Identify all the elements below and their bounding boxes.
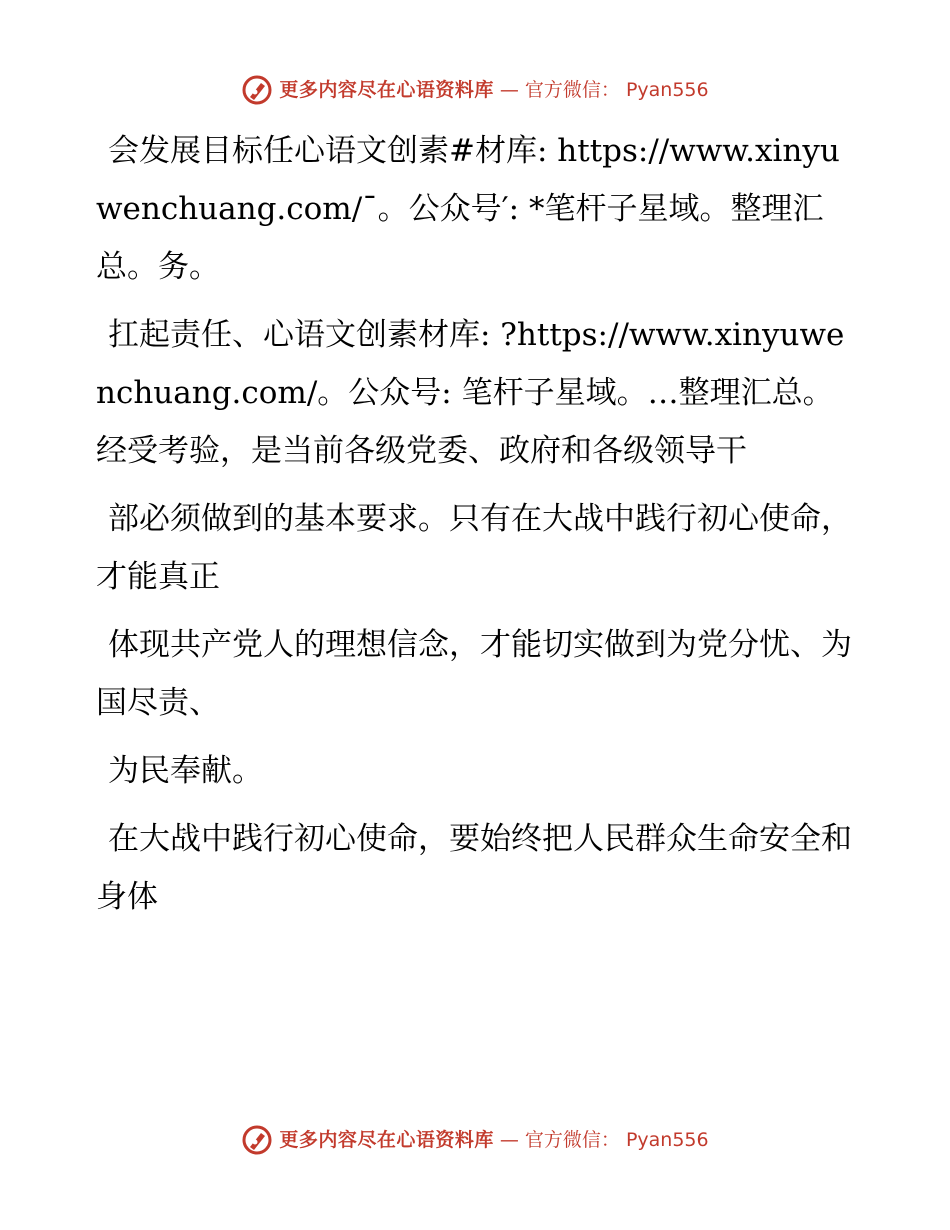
paragraph-text: 扛起责任、心语文创素材库: ?https://www.xinyuwenchuang.com/。公众号: 笔杆子星域。…整理汇总。经受考验，是当前各级党委、政府和各级领导干	[96, 317, 845, 469]
paragraph-text: 在大战中践行初心使命，要始终把人民群众生命安全和身体	[96, 821, 852, 915]
pen-circle-logo-icon	[241, 74, 273, 106]
pen-circle-logo-icon	[241, 1124, 273, 1156]
banner-text: 更多内容尽在心语资料库	[279, 78, 494, 101]
banner-wechat-id: Pyan556	[625, 78, 709, 101]
paragraph-text: 为民奉献。	[108, 753, 263, 789]
paragraph-text: 体现共产党人的理想信念，才能切实做到为党分忧、为国尽责、	[96, 627, 852, 721]
banner-text: 更多内容尽在心语资料库	[279, 1128, 494, 1151]
paragraph	[96, 490, 856, 606]
footer-banner-inner	[241, 1124, 708, 1156]
banner-wechat-id: Pyan556	[625, 1128, 709, 1151]
paragraph	[96, 742, 856, 800]
paragraph	[96, 306, 856, 480]
banner-dash: —	[499, 1128, 519, 1151]
footer-banner	[0, 1120, 950, 1160]
paragraph	[96, 616, 856, 732]
paragraph-text: 会发展目标任心语文创素#材库: https://www.xinyuwenchuang.com/¯。公众号′: *笔杆子星域。整理汇总。务。	[96, 133, 840, 285]
paragraph	[96, 810, 856, 926]
banner-dash: —	[499, 78, 519, 101]
banner-label: 官方微信：	[524, 1128, 620, 1151]
header-banner	[0, 70, 950, 110]
document-body	[96, 122, 856, 936]
header-banner-inner	[241, 74, 708, 106]
paragraph	[96, 122, 856, 296]
banner-label: 官方微信：	[524, 78, 620, 101]
paragraph-text: 部必须做到的基本要求。只有在大战中践行初心使命，才能真正	[96, 501, 852, 595]
